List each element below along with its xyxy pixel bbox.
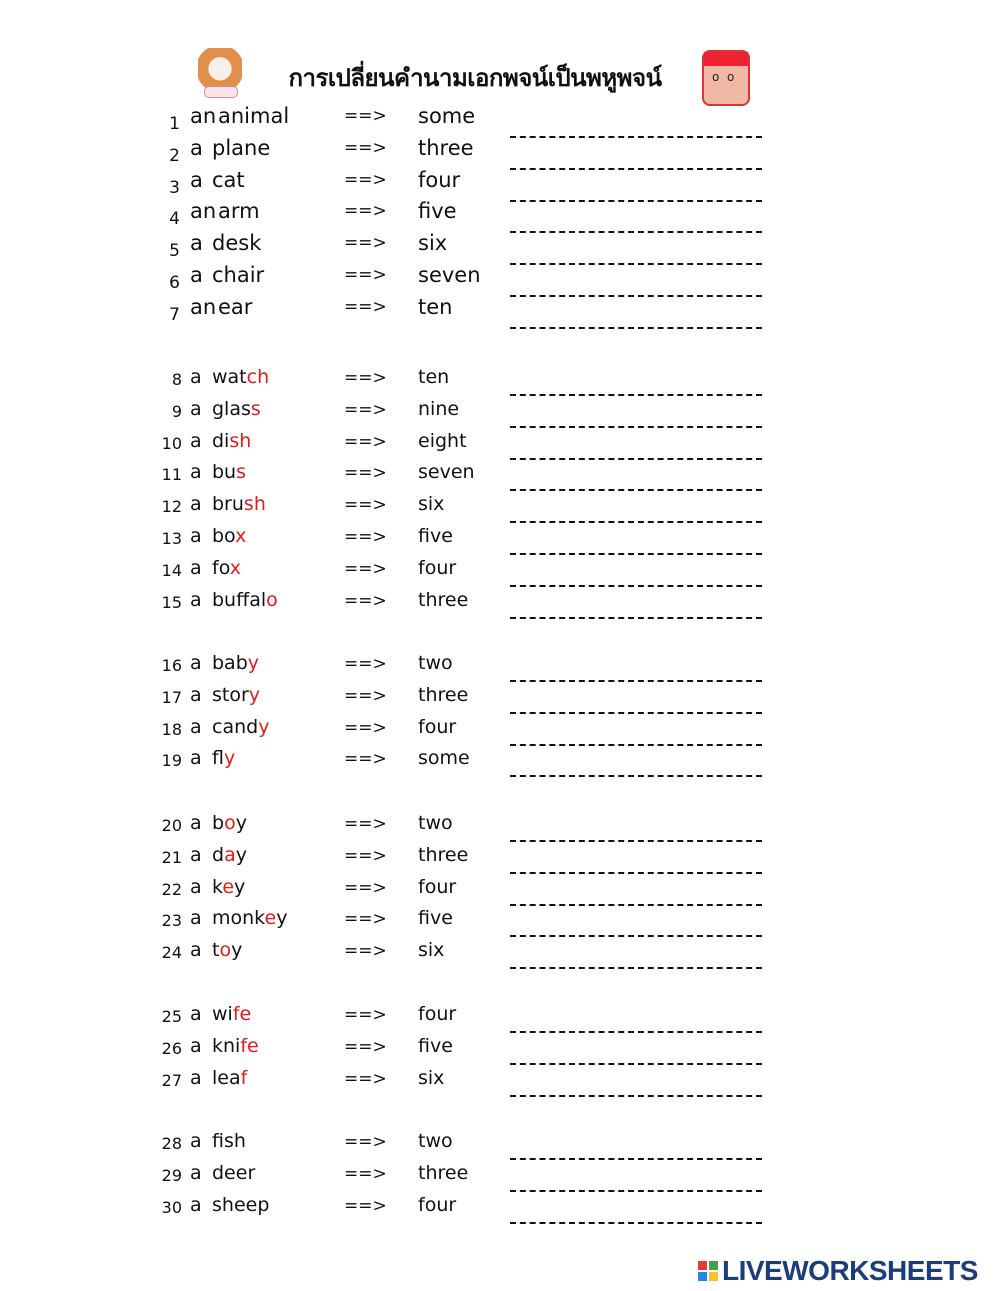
singular-noun bbox=[212, 525, 246, 547]
quantity-word: ten bbox=[418, 294, 453, 319]
article: a bbox=[190, 525, 202, 547]
noun-stem: desk bbox=[212, 231, 262, 256]
answer-input[interactable] bbox=[510, 565, 762, 587]
singular-noun bbox=[212, 684, 260, 706]
quantity-word: some bbox=[418, 747, 470, 770]
arrow: ==> bbox=[344, 845, 387, 866]
exercise-row bbox=[0, 1130, 1000, 1156]
noun-stem: bru bbox=[212, 493, 244, 516]
item-number: 29 bbox=[161, 1165, 182, 1185]
answer-input[interactable] bbox=[510, 597, 762, 619]
quantity-word: three bbox=[418, 683, 469, 706]
liveworksheets-logo bbox=[698, 1255, 978, 1287]
noun-stem: chair bbox=[212, 263, 265, 287]
noun-stem: sheep bbox=[212, 1193, 270, 1216]
item-number: 9 bbox=[171, 401, 182, 421]
quantity-word: ten bbox=[418, 366, 450, 388]
noun-stem: monk bbox=[212, 907, 265, 930]
headband-decoration bbox=[704, 52, 748, 66]
quantity-word: nine bbox=[418, 397, 460, 420]
arrow: ==> bbox=[344, 233, 387, 254]
noun-stem: b bbox=[212, 812, 225, 834]
arrow: ==> bbox=[344, 169, 387, 190]
exercise-row bbox=[0, 461, 1000, 487]
arrow: ==> bbox=[344, 590, 387, 611]
noun-ending-highlight: y bbox=[223, 747, 236, 770]
singular-noun bbox=[218, 295, 252, 319]
item-number: 15 bbox=[161, 592, 182, 612]
noun-stem: wi bbox=[212, 1003, 233, 1025]
item-number: 30 bbox=[161, 1197, 182, 1217]
answer-input[interactable] bbox=[510, 947, 762, 969]
exercise-row bbox=[0, 747, 1000, 773]
article: an bbox=[190, 294, 217, 319]
exercise-row bbox=[0, 430, 1000, 456]
noun-stem: plane bbox=[212, 135, 271, 160]
noun-tail: y bbox=[231, 939, 243, 962]
article: a bbox=[190, 397, 202, 420]
answer-input[interactable] bbox=[510, 406, 762, 428]
answer-input[interactable] bbox=[510, 116, 762, 138]
exercise-row bbox=[0, 907, 1000, 933]
item-number: 2 bbox=[169, 145, 180, 166]
answer-input[interactable] bbox=[510, 438, 762, 460]
singular-noun bbox=[212, 1035, 259, 1057]
answer-input[interactable] bbox=[510, 533, 762, 555]
singular-noun bbox=[212, 557, 241, 579]
noun-ending-highlight: s bbox=[250, 397, 261, 420]
article: a bbox=[190, 843, 202, 866]
quantity-word: three bbox=[418, 1161, 469, 1184]
article: a bbox=[190, 812, 202, 834]
singular-noun bbox=[212, 493, 266, 515]
worksheet-title: การเปลี่ยนคำนามเอกพจน์เป็นพหูพจน์ bbox=[288, 64, 662, 92]
arrow: ==> bbox=[344, 368, 387, 388]
singular-noun bbox=[212, 844, 247, 866]
quantity-word: eight bbox=[418, 429, 467, 452]
logo-text: LIVEWORKSHEETS bbox=[722, 1255, 978, 1286]
item-number: 19 bbox=[161, 751, 182, 771]
exercise-row bbox=[0, 263, 1000, 293]
singular-noun bbox=[212, 461, 246, 483]
article: a bbox=[190, 1034, 202, 1057]
singular-noun bbox=[212, 907, 287, 929]
quantity-word: four bbox=[418, 875, 457, 898]
article: a bbox=[190, 652, 202, 674]
article: a bbox=[190, 588, 202, 611]
arrow: ==> bbox=[344, 106, 387, 126]
noun-ending-highlight: x bbox=[235, 525, 247, 547]
item-number: 22 bbox=[161, 879, 182, 899]
noun-ending-highlight: e bbox=[264, 907, 277, 930]
exercise-row bbox=[0, 1067, 1000, 1093]
noun-ending-highlight: s bbox=[236, 461, 247, 484]
arrow: ==> bbox=[344, 1036, 387, 1057]
arrow: ==> bbox=[344, 1163, 387, 1184]
answer-input[interactable] bbox=[510, 1011, 762, 1033]
quantity-word: five bbox=[418, 907, 453, 930]
item-number: 25 bbox=[161, 1007, 182, 1026]
answer-input[interactable] bbox=[510, 307, 762, 329]
singular-noun bbox=[212, 747, 235, 769]
answer-input[interactable] bbox=[510, 1202, 762, 1224]
noun-stem: stor bbox=[212, 683, 249, 706]
exercise-row bbox=[0, 167, 1000, 198]
noun-tail: y bbox=[276, 907, 288, 930]
arrow: ==> bbox=[344, 431, 387, 452]
article: a bbox=[190, 715, 202, 738]
noun-ending-highlight: a bbox=[224, 843, 236, 866]
article: a bbox=[190, 493, 202, 516]
logo-tile bbox=[698, 1272, 707, 1281]
answer-input[interactable] bbox=[510, 755, 762, 777]
quantity-word: two bbox=[418, 812, 453, 834]
exercise-row bbox=[0, 294, 1000, 325]
article: a bbox=[190, 167, 203, 192]
answer-input[interactable] bbox=[510, 820, 762, 842]
noun-tail: y bbox=[234, 875, 246, 898]
answer-input[interactable] bbox=[510, 501, 762, 523]
singular-noun bbox=[212, 1003, 251, 1025]
pig-sticker-image bbox=[702, 50, 750, 106]
eyes-decoration: o o bbox=[712, 70, 735, 84]
noun-ending-highlight: fe bbox=[232, 1003, 252, 1025]
noun-stem: fl bbox=[212, 747, 224, 770]
exercise-row bbox=[0, 1035, 1000, 1061]
item-number: 24 bbox=[161, 943, 182, 963]
noun-stem: cand bbox=[212, 715, 259, 738]
article: a bbox=[190, 429, 202, 452]
answer-input[interactable] bbox=[510, 148, 762, 170]
noun-stem: bu bbox=[212, 461, 237, 484]
noun-ending-highlight: sh bbox=[243, 493, 266, 516]
exercise-row bbox=[0, 1162, 1000, 1188]
answer-input[interactable] bbox=[510, 1138, 762, 1160]
answer-input[interactable] bbox=[510, 915, 762, 937]
logo-tile bbox=[709, 1261, 718, 1270]
item-number: 4 bbox=[169, 209, 180, 230]
article: a bbox=[190, 1003, 202, 1025]
exercise-row bbox=[0, 104, 1000, 134]
exercise-row bbox=[0, 876, 1000, 902]
arrow: ==> bbox=[344, 527, 387, 547]
exercise-row bbox=[0, 939, 1000, 965]
noun-stem: buffal bbox=[212, 588, 267, 611]
item-number: 7 bbox=[169, 304, 180, 325]
exercise-row bbox=[0, 366, 1000, 392]
exercise-row bbox=[0, 398, 1000, 424]
arrow: ==> bbox=[344, 137, 387, 158]
quantity-word: three bbox=[418, 843, 469, 866]
noun-ending-highlight: x bbox=[229, 556, 241, 579]
answer-input[interactable] bbox=[510, 180, 762, 202]
quantity-word: five bbox=[418, 199, 457, 224]
noun-stem: cat bbox=[212, 167, 245, 192]
noun-stem: deer bbox=[212, 1161, 256, 1184]
singular-noun bbox=[212, 398, 261, 420]
exercise-row bbox=[0, 135, 1000, 166]
exercise-row bbox=[0, 231, 1000, 262]
item-number: 5 bbox=[169, 241, 180, 262]
quantity-word: two bbox=[418, 652, 453, 674]
quantity-word: four bbox=[418, 167, 461, 192]
noun-tail: y bbox=[235, 812, 247, 834]
singular-noun bbox=[212, 939, 242, 961]
noun-stem: bo bbox=[212, 525, 236, 547]
quantity-word: four bbox=[418, 556, 457, 579]
item-number: 23 bbox=[161, 911, 182, 931]
noun-ending-highlight: fe bbox=[240, 1034, 259, 1057]
noun-ending-highlight: y bbox=[258, 715, 270, 738]
item-number: 12 bbox=[161, 497, 182, 517]
logo-tile bbox=[698, 1261, 707, 1270]
quantity-word: five bbox=[418, 1034, 453, 1057]
answer-input[interactable] bbox=[510, 884, 762, 906]
article: a bbox=[190, 263, 203, 287]
item-number: 11 bbox=[161, 465, 182, 485]
item-number: 14 bbox=[161, 560, 182, 580]
noun-ending-highlight: ch bbox=[246, 366, 270, 388]
noun-stem: wat bbox=[212, 366, 247, 388]
arrow: ==> bbox=[344, 654, 387, 674]
answer-input[interactable] bbox=[510, 724, 762, 746]
noun-ending-highlight: e bbox=[222, 875, 235, 898]
item-number: 1 bbox=[169, 114, 180, 134]
noun-stem: fish bbox=[212, 1130, 246, 1152]
article: an bbox=[190, 104, 217, 128]
noun-stem: t bbox=[212, 939, 220, 962]
answer-input[interactable] bbox=[510, 1043, 762, 1065]
quantity-word: two bbox=[418, 1130, 453, 1152]
arrow: ==> bbox=[344, 1005, 387, 1025]
article: a bbox=[190, 907, 202, 930]
quantity-word: three bbox=[418, 588, 469, 611]
singular-noun bbox=[218, 199, 260, 223]
article: a bbox=[190, 1130, 202, 1152]
item-number: 3 bbox=[169, 177, 180, 198]
quantity-word: six bbox=[418, 231, 448, 256]
item-number: 27 bbox=[161, 1070, 182, 1090]
noun-stem: d bbox=[212, 843, 225, 866]
item-number: 18 bbox=[161, 719, 182, 739]
answer-input[interactable] bbox=[510, 1075, 762, 1097]
article: a bbox=[190, 366, 202, 388]
logo-tiles-icon bbox=[698, 1261, 718, 1281]
article: a bbox=[190, 1193, 202, 1216]
item-number: 26 bbox=[161, 1038, 182, 1058]
singular-noun bbox=[212, 263, 264, 287]
noun-stem: kni bbox=[212, 1034, 241, 1057]
answer-input[interactable] bbox=[510, 374, 762, 396]
exercise-row bbox=[0, 1194, 1000, 1220]
arrow: ==> bbox=[344, 1068, 387, 1089]
singular-noun bbox=[212, 589, 278, 611]
quantity-word: four bbox=[418, 715, 457, 738]
exercise-row bbox=[0, 557, 1000, 583]
noun-ending-highlight: f bbox=[240, 1066, 248, 1089]
item-number: 21 bbox=[161, 847, 182, 867]
item-number: 13 bbox=[161, 529, 182, 548]
quantity-word: some bbox=[418, 104, 476, 128]
singular-noun bbox=[218, 104, 289, 128]
answer-input[interactable] bbox=[510, 211, 762, 233]
article: a bbox=[190, 556, 202, 579]
arrow: ==> bbox=[344, 558, 387, 579]
logo-tile bbox=[709, 1272, 718, 1281]
exercise-row bbox=[0, 493, 1000, 519]
quantity-word: four bbox=[418, 1193, 457, 1216]
answer-input[interactable] bbox=[510, 275, 762, 297]
arrow: ==> bbox=[344, 463, 387, 484]
noun-ending-highlight: o bbox=[219, 939, 232, 962]
arrow: ==> bbox=[344, 495, 387, 516]
arrow: ==> bbox=[344, 1132, 387, 1152]
quantity-word: five bbox=[418, 525, 453, 547]
singular-noun bbox=[212, 1067, 247, 1089]
exercise-row bbox=[0, 844, 1000, 870]
answer-input[interactable] bbox=[510, 1170, 762, 1192]
singular-noun bbox=[212, 1162, 255, 1184]
singular-noun bbox=[212, 136, 270, 160]
arrow: ==> bbox=[344, 399, 387, 420]
noun-tail: y bbox=[235, 843, 247, 866]
arrow: ==> bbox=[344, 877, 387, 898]
quantity-word: four bbox=[418, 1003, 457, 1025]
item-number: 16 bbox=[161, 656, 182, 675]
exercise-row bbox=[0, 684, 1000, 710]
singular-noun bbox=[212, 430, 251, 452]
noun-ending-highlight: o bbox=[266, 588, 278, 611]
noun-stem: ear bbox=[218, 294, 253, 319]
arrow: ==> bbox=[344, 749, 387, 770]
noun-stem: animal bbox=[218, 104, 290, 128]
article: a bbox=[190, 1161, 202, 1184]
item-number: 10 bbox=[161, 433, 182, 453]
singular-noun bbox=[212, 231, 261, 255]
arrow: ==> bbox=[344, 941, 387, 962]
exercise-row bbox=[0, 652, 1000, 678]
arrow: ==> bbox=[344, 717, 387, 738]
noun-ending-highlight: y bbox=[247, 652, 260, 674]
noun-stem: lea bbox=[212, 1066, 241, 1089]
exercise-row bbox=[0, 199, 1000, 230]
arrow: ==> bbox=[344, 265, 387, 285]
answer-input[interactable] bbox=[510, 852, 762, 874]
noun-stem: glas bbox=[212, 397, 251, 420]
item-number: 17 bbox=[161, 687, 182, 707]
article: a bbox=[190, 683, 202, 706]
arrow: ==> bbox=[344, 909, 387, 930]
singular-noun bbox=[212, 1194, 269, 1216]
item-number: 8 bbox=[171, 370, 182, 389]
article: a bbox=[190, 461, 202, 484]
singular-noun bbox=[212, 168, 245, 192]
article: a bbox=[190, 747, 202, 770]
singular-noun bbox=[212, 366, 269, 388]
quantity-word: six bbox=[418, 939, 445, 962]
singular-noun bbox=[212, 716, 269, 738]
bone-icon bbox=[204, 86, 238, 98]
noun-stem: k bbox=[212, 875, 223, 898]
noun-stem: arm bbox=[218, 199, 260, 224]
exercise-row bbox=[0, 525, 1000, 551]
exercise-row bbox=[0, 716, 1000, 742]
noun-ending-highlight: y bbox=[248, 683, 261, 706]
article: a bbox=[190, 135, 203, 160]
item-number: 6 bbox=[169, 273, 180, 293]
arrow: ==> bbox=[344, 201, 387, 222]
exercise-row bbox=[0, 812, 1000, 838]
singular-noun bbox=[212, 812, 247, 834]
answer-input[interactable] bbox=[510, 692, 762, 714]
answer-input[interactable] bbox=[510, 469, 762, 491]
exercise-row bbox=[0, 589, 1000, 615]
noun-ending-highlight: o bbox=[224, 812, 236, 834]
quantity-word: six bbox=[418, 493, 445, 516]
noun-stem: bab bbox=[212, 652, 248, 674]
dog-sticker-image bbox=[198, 48, 242, 100]
arrow: ==> bbox=[344, 1195, 387, 1216]
singular-noun bbox=[212, 876, 245, 898]
noun-stem: di bbox=[212, 429, 230, 452]
quantity-word: seven bbox=[418, 263, 481, 287]
noun-stem: fo bbox=[212, 556, 230, 579]
singular-noun bbox=[212, 652, 259, 674]
article: a bbox=[190, 939, 202, 962]
article: an bbox=[190, 199, 217, 224]
article: a bbox=[190, 1066, 202, 1089]
exercise-row bbox=[0, 1003, 1000, 1029]
arrow: ==> bbox=[344, 296, 387, 317]
article: a bbox=[190, 875, 202, 898]
singular-noun bbox=[212, 1130, 246, 1152]
quantity-word: seven bbox=[418, 461, 475, 484]
answer-input[interactable] bbox=[510, 243, 762, 265]
quantity-word: six bbox=[418, 1066, 445, 1089]
item-number: 28 bbox=[161, 1134, 182, 1153]
item-number: 20 bbox=[161, 816, 182, 835]
quantity-word: three bbox=[418, 135, 474, 160]
noun-ending-highlight: sh bbox=[229, 429, 252, 452]
arrow: ==> bbox=[344, 685, 387, 706]
article: a bbox=[190, 231, 203, 256]
answer-input[interactable] bbox=[510, 660, 762, 682]
arrow: ==> bbox=[344, 814, 387, 834]
